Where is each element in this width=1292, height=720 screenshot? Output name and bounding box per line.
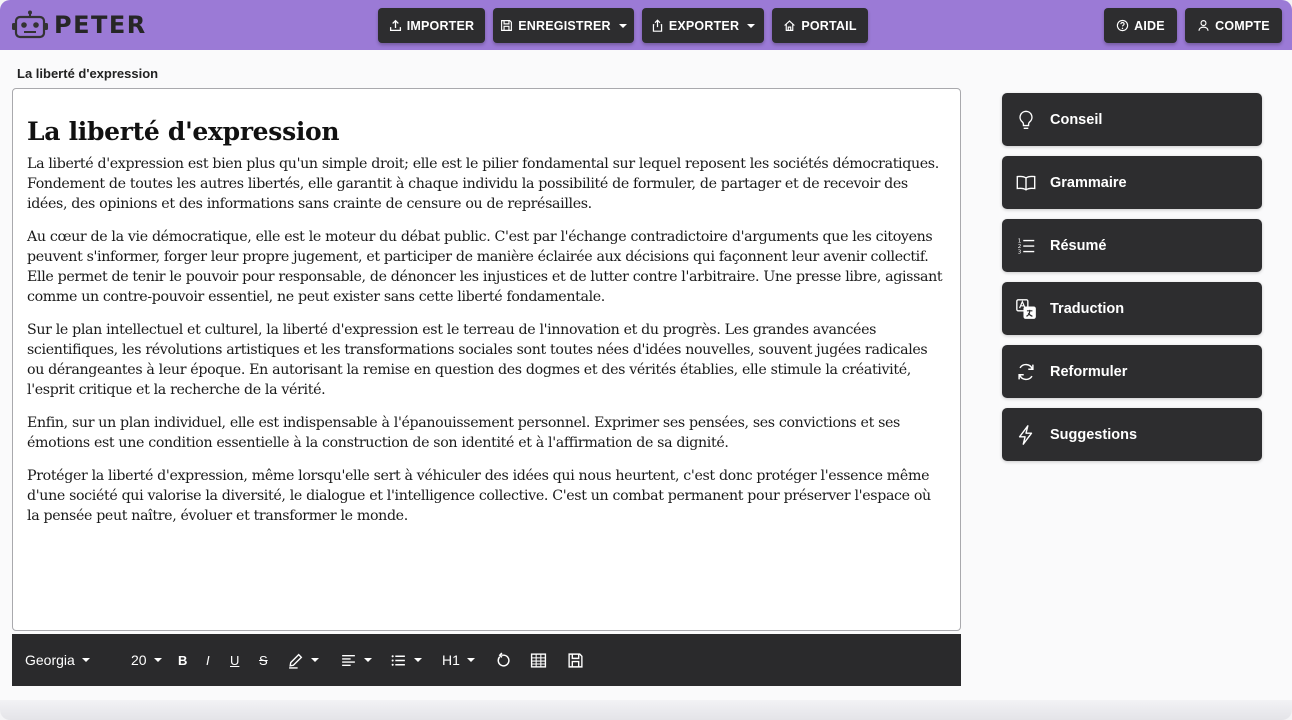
import-button[interactable]: IMPORTER <box>378 8 485 43</box>
chevron-down-icon <box>414 658 422 662</box>
italic-button[interactable]: I <box>206 652 210 668</box>
list-numbered-icon <box>1015 235 1037 257</box>
text-editor[interactable] <box>12 88 961 631</box>
save-button[interactable]: ENREGISTRER <box>493 8 634 43</box>
sidebar-item-suggestions[interactable]: Suggestions <box>1002 408 1262 461</box>
window-bottom-edge <box>0 700 1292 720</box>
export-button[interactable]: EXPORTER <box>642 8 764 43</box>
undo-icon <box>495 652 512 669</box>
help-icon <box>1116 19 1129 32</box>
chevron-down-icon <box>82 658 90 662</box>
paragraph[interactable]: La liberté d'expression est bien plus qu'un simple droit; elle est le pilier fondamental sur lequel reposent les sociétés démocratiques. Fondement de toutes les autres libertés, elle garantit à chaque individu la possibilité de formuler, de partager et de recevoir des idées, des opinions et des informations sans crainte de censure ou de représailles. <box>27 156 939 212</box>
chevron-down-icon <box>154 658 162 662</box>
chevron-down-icon <box>311 658 319 662</box>
svg-text:2: 2 <box>1017 243 1022 250</box>
list-button[interactable] <box>390 634 422 686</box>
robot-icon <box>12 10 48 40</box>
paragraph[interactable]: Sur le plan intellectuel et culturel, la liberté d'expression est le terreau de l'innovation et du progrès. Les grandes avancées scientifiques, les révolutions artistiques et les transformations sociales sont toutes nées d'idées nouvelles, souvent jugées radicales ou dérangeantes à leur époque. En autorisant la remise en question des dogmes et des vérités établies, elle stimule la créativité, l'esprit critique et la recherche de la vérité. <box>27 322 928 398</box>
translate-icon <box>1015 298 1037 320</box>
font-family-select[interactable]: Georgia <box>25 634 90 686</box>
undo-button[interactable] <box>495 634 512 686</box>
sidebar-item-grammaire[interactable]: Grammaire <box>1002 156 1262 209</box>
lightbulb-icon <box>1015 109 1037 131</box>
paragraph[interactable]: Protéger la liberté d'expression, même lorsqu'elle sert à véhiculer des idées qui nous heurtent, c'est donc protéger l'essence même d'une société qui valorise la diversité, le dialogue et l'intelligence collective. C'est un combat permanent pour préserver l'espace où la pensée peut naître, évoluer et transformer le monde. <box>27 468 931 524</box>
save-icon <box>567 652 584 669</box>
save-icon <box>500 19 513 32</box>
app-logo[interactable] <box>12 10 147 40</box>
save-doc-button[interactable] <box>567 634 584 686</box>
font-size-select[interactable]: 20 <box>131 634 162 686</box>
heading-select[interactable]: H1 <box>442 634 475 686</box>
sidebar-item-reformuler[interactable]: Reformuler <box>1002 345 1262 398</box>
list-icon <box>390 652 407 669</box>
align-left-icon <box>340 652 357 669</box>
paragraph[interactable]: Enfin, sur un plan individuel, elle est indispensable à l'épanouissement personnel. Exprimer ses pensées, ses convictions et ses émotions est une condition essentielle à la construction de son identité et à l'affirmation de sa dignité. <box>27 415 900 451</box>
document-name: La liberté d'expression <box>17 66 159 81</box>
underline-button[interactable]: U <box>230 652 240 668</box>
home-icon <box>783 19 796 32</box>
align-button[interactable] <box>340 634 372 686</box>
table-button[interactable] <box>530 634 547 686</box>
chevron-down-icon <box>467 658 475 662</box>
table-icon <box>530 652 547 669</box>
upload-icon <box>389 19 402 32</box>
sidebar-item-resume[interactable]: 1 2 3 Résumé <box>1002 219 1262 272</box>
svg-text:3: 3 <box>1017 248 1022 255</box>
account-button[interactable]: COMPTE <box>1185 8 1282 43</box>
help-button[interactable]: AIDE <box>1104 8 1177 43</box>
paragraph[interactable]: Au cœur de la vie démocratique, elle est le moteur du débat public. C'est par l'échange contradictoire d'arguments que les citoyens peuvent s'informer, forger leur propre jugement, et participer de manière éclairée aux décisions qui façonnent leur avenir collectif. Elle permet de tenir le pouvoir pour responsable, de dénoncer les injustices et de lutter contre l'arbitraire. Une presse libre, agissant comme un contre-pouvoir essentiel, ne peut exister sans cette liberté fondamentale. <box>27 229 943 305</box>
svg-text:1: 1 <box>1017 237 1022 244</box>
lightning-icon <box>1015 424 1037 446</box>
sidebar-item-conseil[interactable]: Conseil <box>1002 93 1262 146</box>
app-name: PETER <box>54 11 147 39</box>
user-icon <box>1197 19 1210 32</box>
bold-button[interactable]: B <box>178 652 188 668</box>
book-icon <box>1015 172 1037 194</box>
portal-button[interactable]: PORTAIL <box>772 8 868 43</box>
top-navbar <box>0 0 1292 50</box>
sidebar-item-traduction[interactable]: Traduction <box>1002 282 1262 335</box>
format-toolbar <box>12 634 961 686</box>
strikethrough-button[interactable]: S <box>259 652 268 668</box>
chevron-down-icon <box>364 658 372 662</box>
chevron-down-icon <box>747 24 755 28</box>
highlight-button[interactable] <box>287 634 319 686</box>
refresh-icon <box>1015 361 1037 383</box>
document-heading[interactable]: La liberté d'expression <box>27 117 340 146</box>
share-icon <box>651 19 664 32</box>
pen-icon <box>287 652 304 669</box>
chevron-down-icon <box>619 24 627 28</box>
